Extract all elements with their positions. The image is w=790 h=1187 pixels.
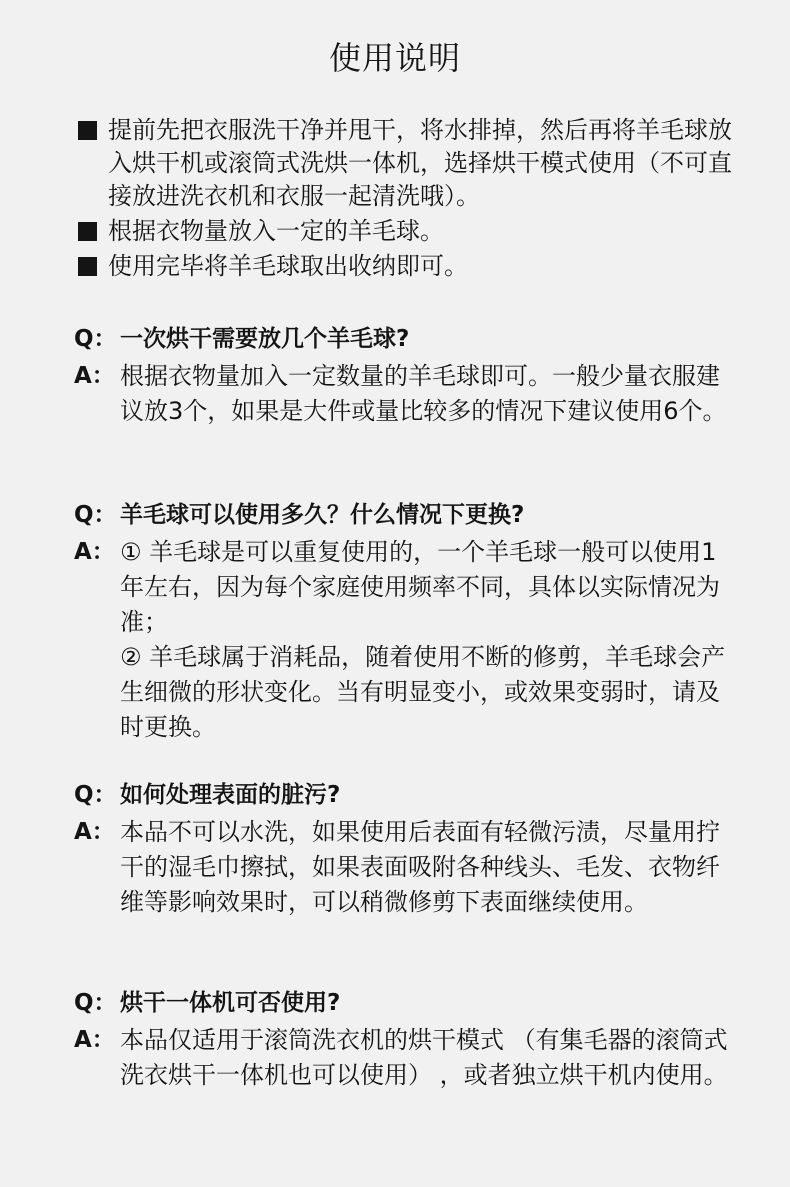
faq-item [74,778,738,920]
square-bullet-icon [78,222,97,241]
question-marker: Q： [74,502,117,528]
faq-question [74,498,738,532]
faq-item [74,322,738,429]
answer-text: ① 羊毛球是可以重复使用的，一个羊毛球一般可以使用1年左右，因为每个家庭使用频率不同，具体以实际情况为准； [120,538,720,636]
faq-question [74,986,738,1020]
usage-step [76,114,736,213]
question-marker: Q： [74,782,117,808]
question-text: 一次烘干需要放几个羊毛球? [120,326,410,352]
faq-item [74,986,738,1093]
faq-item [74,498,738,745]
question-marker: Q： [74,326,117,352]
answer-text: 本品仅适用于滚筒洗衣机的烘干模式 （有集毛器的滚筒式洗衣烘干一体机也可以使用） ，或者独立烘干机内使用。 [120,1026,728,1089]
answer-text: 根据衣物量加入一定数量的羊毛球即可。一般少量衣服建议放3个，如果是大件或量比较多的情况下建议使用6个。 [120,362,727,425]
usage-step [76,250,736,283]
answer-text: ② 羊毛球属于消耗品，随着使用不断的修剪，羊毛球会产生细微的形状变化。当有明显变小，或效果变弱时，请及时更换。 [120,643,726,741]
faq-answer [74,1023,738,1093]
usage-step-text: 根据衣物量放入一定的羊毛球。 [108,217,444,245]
answer-marker: A： [74,539,115,565]
usage-steps [76,114,736,285]
page-title: 使用说明 [328,39,461,77]
answer-marker: A： [74,1027,115,1053]
question-marker: Q： [74,990,117,1016]
question-text: 烘干一体机可否使用? [120,990,341,1016]
answer-marker: A： [74,819,115,845]
answer-text: 本品不可以水洗，如果使用后表面有轻微污渍，尽量用拧干的湿毛巾擦拭，如果表面吸附各种线头、毛发、衣物纤维等影响效果时，可以稍微修剪下表面继续使用。 [120,818,720,916]
usage-step-text: 使用完毕将羊毛球取出收纳即可。 [108,252,468,280]
square-bullet-icon [78,257,97,276]
faq-answer [74,359,738,429]
usage-step-text: 提前先把衣服洗干净并甩干，将水排掉，然后再将羊毛球放入烘干机或滚筒式洗烘一体机，选择烘干模式使用（不可直接放进洗衣机和衣服一起清洗哦）。 [108,116,732,210]
question-text: 羊毛球可以使用多久？什么情况下更换? [120,502,525,528]
faq-answer [74,535,738,745]
question-text: 如何处理表面的脏污? [120,782,341,808]
faq-answer [74,815,738,920]
usage-step [76,215,736,248]
answer-marker: A： [74,363,115,389]
square-bullet-icon [78,121,97,140]
faq-question [74,778,738,812]
faq-question [74,322,738,356]
